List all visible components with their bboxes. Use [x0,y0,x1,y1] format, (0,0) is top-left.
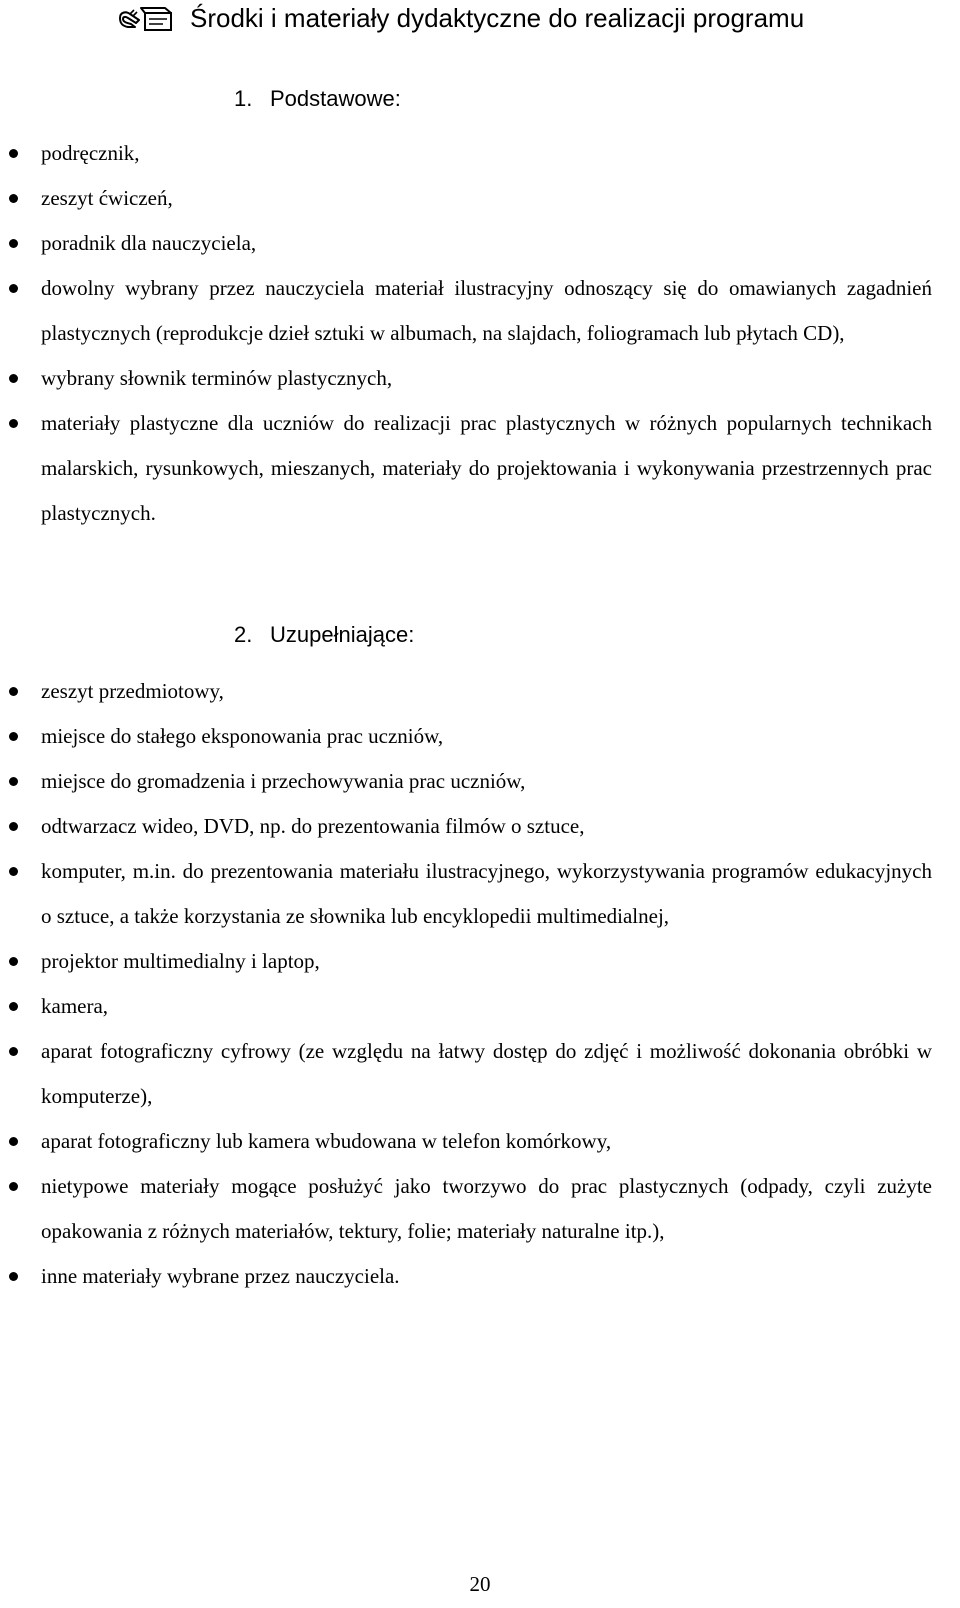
section-title: Uzupełniające: [270,622,415,647]
list-item-text: projektor multimedialny i laptop, [41,949,320,973]
page-title: Środki i materiały dydaktyczne do realizacji programu [190,3,805,33]
quill-on-paper-icon [117,6,175,34]
list-item-text: nietypowe materiały mogące posłużyć jako tworzywo do prac plastycznych (odpady, czyli zużyte opakowania z różnych materiałów, tektury, folie; materiały naturalne itp.), [41,1174,932,1243]
list-item [0,131,960,176]
list-item-text: aparat fotograficzny cyfrowy (ze względu na łatwy dostęp do zdjęć i możliwość dokonania obróbki w komputerze), [41,1039,932,1108]
list-item [0,1254,960,1299]
list-item-text: zeszyt ćwiczeń, [41,186,173,210]
bullet-icon [9,1182,18,1191]
list-item-text: inne materiały wybrane przez nauczyciela. [41,1264,400,1288]
bullet-icon [9,1047,18,1056]
list-item-text: komputer, m.in. do prezentowania materiału ilustracyjnego, wykorzystywania programów edukacyjnych o sztuce, a także korzystania ze słownika lub encyklopedii multimedialnej, [41,859,932,928]
bullet-icon [9,374,18,383]
list-item [0,849,960,939]
list-item [0,176,960,221]
section-number: 1. [234,86,253,111]
list-item-text: podręcznik, [41,141,140,165]
list-item-text: materiały plastyczne dla uczniów do realizacji prac plastycznych w różnych popularnych technikach malarskich, rysunkowych, mieszanych, materiały do projektowania i wykonywania przestrzennych prac plastycznych. [41,411,932,525]
list-item-text: zeszyt przedmiotowy, [41,679,224,703]
list-item [0,669,960,714]
supplementary-materials-list [0,669,960,1299]
list-item-text: aparat fotograficzny lub kamera wbudowana w telefon komórkowy, [41,1129,612,1153]
bullet-icon [9,777,18,786]
list-item-text: dowolny wybrany przez nauczyciela materiał ilustracyjny odnoszący się do omawianych zagadnień plastycznych (reprodukcje dzieł sztuki w albumach, na slajdach, foliogramach lub płytach CD), [41,276,932,345]
list-item [0,1164,960,1254]
bullet-icon [9,1137,18,1146]
section-heading-supplementary [234,620,414,650]
list-item [0,759,960,804]
list-item-text: wybrany słownik terminów plastycznych, [41,366,393,390]
page-header [0,0,960,44]
list-item-text: miejsce do stałego eksponowania prac uczniów, [41,724,444,748]
bullet-icon [9,732,18,741]
list-item-text: poradnik dla nauczyciela, [41,231,257,255]
bullet-icon [9,957,18,966]
section-heading-basic [234,84,401,114]
bullet-icon [9,687,18,696]
bullet-icon [9,867,18,876]
list-item [0,939,960,984]
section-title: Podstawowe: [270,86,401,111]
list-item-text: miejsce do gromadzenia i przechowywania prac uczniów, [41,769,526,793]
basic-materials-list [0,131,960,536]
list-item [0,266,960,356]
list-item [0,401,960,536]
list-item [0,804,960,849]
list-item [0,714,960,759]
list-item [0,221,960,266]
section-number: 2. [234,622,253,647]
list-item-text: kamera, [41,994,109,1018]
list-item [0,984,960,1029]
bullet-icon [9,239,18,248]
list-item [0,1119,960,1164]
bullet-icon [9,284,18,293]
bullet-icon [9,1272,18,1281]
bullet-icon [9,194,18,203]
bullet-icon [9,149,18,158]
bullet-icon [9,1002,18,1011]
list-item [0,1029,960,1119]
list-item-text: odtwarzacz wideo, DVD, np. do prezentowania filmów o sztuce, [41,814,585,838]
page-number: 20 [469,1572,491,1596]
list-item [0,356,960,401]
bullet-icon [9,822,18,831]
bullet-icon [9,419,18,428]
